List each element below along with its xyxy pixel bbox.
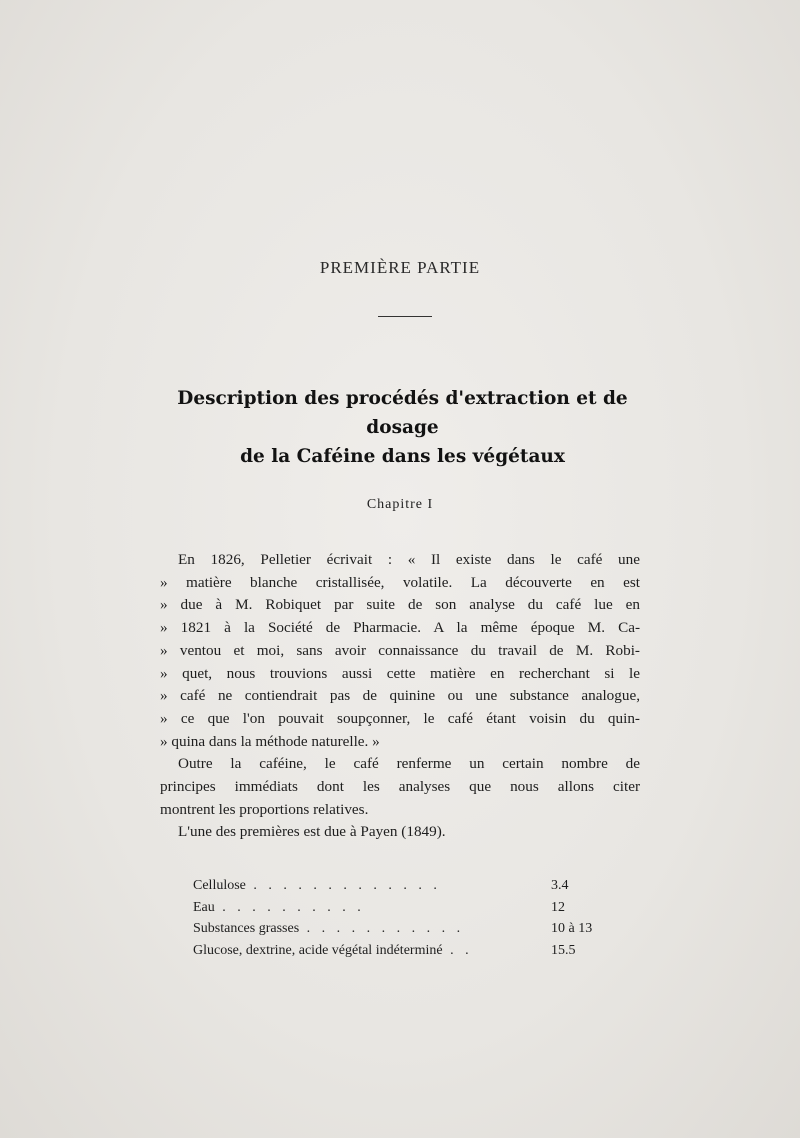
text-line: » matière blanche cristallisée, volatile. La découverte en est xyxy=(160,573,640,591)
chapter-heading: Chapitre I xyxy=(366,497,434,512)
leader-dots: . . . . . . . . . . . . . xyxy=(245,878,441,893)
text-line: » quet, nous trouvions aussi cette matière en recherchant si le xyxy=(160,664,640,682)
part-title: PREMIÈRE PARTIE xyxy=(319,258,481,277)
table-row xyxy=(193,940,593,962)
text-line: » due à M. Robiquet par suite de son analyse du café lue en xyxy=(160,596,640,614)
leader-dots: . . . . . . . . . . . xyxy=(299,921,465,936)
row-value: 10 à 13 xyxy=(551,921,593,936)
composition-table xyxy=(193,875,593,961)
table-row xyxy=(193,897,593,919)
text-line: » 1821 à la Société de Pharmacie. A la même époque M. Ca- xyxy=(160,619,640,637)
text-line: » ce que l'on pouvait soupçonner, le café étant voisin du quin- xyxy=(160,709,640,727)
row-label: Cellulose xyxy=(193,878,246,893)
row-label-wrap xyxy=(193,940,473,962)
text-line: » ventou et moi, sans avoir connaissance du travail de M. Robi- xyxy=(160,641,640,659)
table-row xyxy=(193,875,593,897)
row-label: Eau xyxy=(193,899,215,915)
text-line: L'une des premières est due à Payen (1849). xyxy=(178,823,446,841)
row-label-wrap xyxy=(193,918,464,940)
title-line: de la Caféine dans les végétaux xyxy=(240,446,565,467)
row-value: 12 xyxy=(551,899,565,915)
row-label-wrap xyxy=(193,875,441,897)
row-label: Glucose, dextrine, acide végétal indéterminé xyxy=(193,942,443,958)
row-value: 3.4 xyxy=(551,878,569,893)
text-line: montrent les proportions relatives. xyxy=(160,800,369,818)
row-label: Substances grasses xyxy=(193,921,300,936)
text-line: En 1826, Pelletier écrivait : « Il existe dans le café une xyxy=(178,551,640,568)
table-row xyxy=(193,918,593,940)
leader-dots: . . xyxy=(442,942,473,958)
separator-rule xyxy=(378,316,432,317)
body-paragraphs xyxy=(160,549,640,844)
text-line: » quina dans la méthode naturelle. » xyxy=(160,732,380,750)
main-title xyxy=(150,384,655,471)
title-line: Description des procédés d'extraction et de dosage xyxy=(177,388,628,438)
text-line: Outre la caféine, le café renferme un certain nombre de xyxy=(178,755,640,773)
row-label-wrap xyxy=(193,897,365,919)
text-line: » café ne contiendrait pas de quinine ou une substance analogue, xyxy=(160,687,640,705)
leader-dots: . . . . . . . . . . xyxy=(214,899,365,915)
row-value: 15.5 xyxy=(551,942,576,958)
text-line: principes immédiats dont les analyses que nous allons citer xyxy=(160,778,640,796)
